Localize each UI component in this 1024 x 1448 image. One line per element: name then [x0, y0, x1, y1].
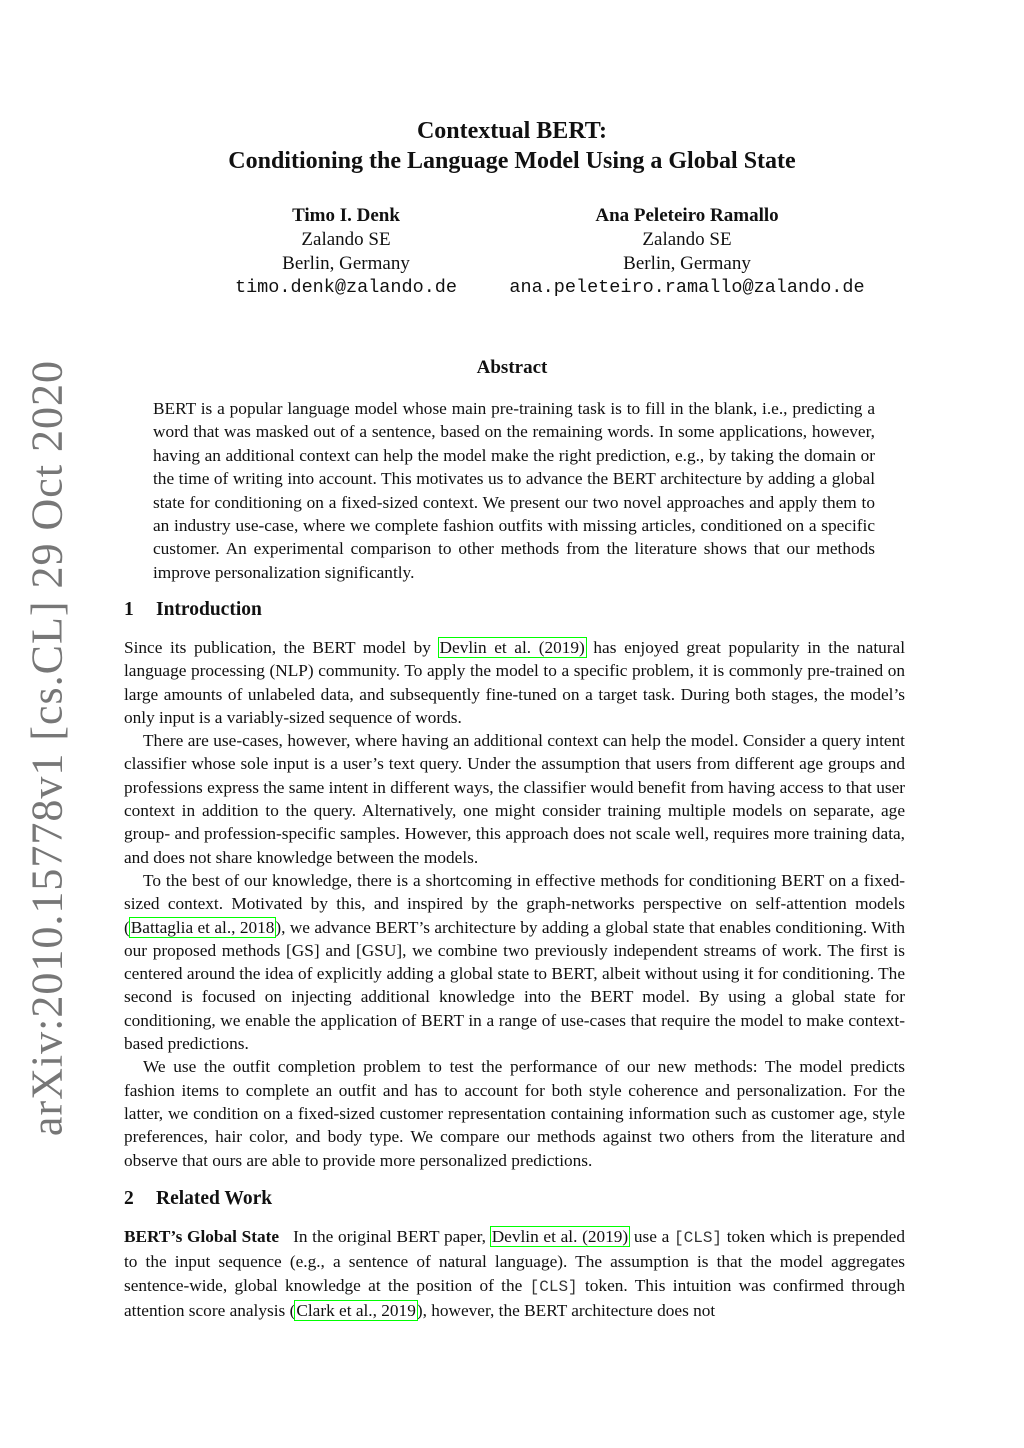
author-affiliation: Zalando SE: [301, 229, 391, 250]
title-line-2: Conditioning the Language Model Using a Global State: [228, 148, 796, 174]
citation-link[interactable]: Clark et al., 2019: [296, 1300, 416, 1320]
section-number: 2: [124, 1188, 134, 1209]
section-heading-introduction: [124, 599, 262, 621]
author-affiliation: Zalando SE: [642, 229, 732, 250]
author-location: Berlin, Germany: [623, 253, 751, 274]
paragraph: We use the outfit completion problem to test the performance of our new methods: The model predicts fashion items to complete an outfit and has to account for both style coherence and personalization. For the latter, we condition on a fixed-sized customer representation containing information such as customer age, style preferences, hair color, and body type. We compare our methods against two others from the literature and observe that ours are able to provide more personalized predictions.: [124, 1057, 905, 1170]
citation-link[interactable]: Battaglia et al., 2018: [130, 917, 275, 937]
paragraph: [124, 1225, 905, 1322]
citation-link[interactable]: Devlin et al. (2019): [491, 1227, 629, 1246]
paragraph-title: BERT’s Global State: [124, 1227, 280, 1246]
section-number: 1: [124, 599, 134, 620]
paragraph: [124, 636, 905, 729]
author-location: Berlin, Germany: [282, 253, 410, 274]
section-title: Related Work: [156, 1188, 273, 1209]
paragraph: [124, 869, 905, 1055]
text-run: token which is prepended to the input sequence (e.g., a sentence of natural language). The assumption is that the model aggregates sentence-wide, global knowledge at the position of the: [124, 1227, 905, 1295]
author-email: timo.denk@zalando.de: [234, 277, 458, 298]
citation-link[interactable]: Devlin et al. (2019): [439, 638, 585, 657]
author-block-2: [488, 204, 886, 300]
text-run: token. This intuition was confirmed through attention score analysis (: [124, 1275, 906, 1320]
author-name: Ana Peleteiro Ramallo: [595, 205, 779, 226]
text-run: has enjoyed great popularity in the natural language processing (NLP) community. To apply the model to a specific problem, it is commonly pre-trained on large amounts of unlabeled data, and subsequently fine-tuned on a target task. During both stages, the model’s only input is a variably-sized sequence of words.: [124, 638, 905, 727]
introduction-body: [124, 636, 905, 1172]
section-heading-related-work: [124, 1188, 272, 1210]
cls-token: [CLS]: [529, 1277, 578, 1296]
section-title: Introduction: [156, 599, 262, 620]
paper-title: [0, 116, 1024, 176]
text-run: In the original BERT paper,: [293, 1227, 491, 1246]
author-name: Timo I. Denk: [292, 205, 400, 226]
text-run: To the best of our knowledge, there is a shortcoming in effective methods for conditioning BERT on a fixed-sized context. Motivated by this, and inspired by the graph-networks perspective on self-attention models (: [124, 870, 905, 937]
abstract-heading: Abstract: [476, 357, 548, 378]
arxiv-stamp: arXiv:2010.15778v1 [cs.CL] 29 Oct 2020: [22, 359, 72, 1137]
author-block-1: [215, 204, 477, 300]
paragraph: There are use-cases, however, where having an additional context can help the model. Consider a query intent classifier whose sole input is a user’s text query. Under the assumption that users from different age groups and professions express the same intent in different ways, the classifier would benefit from having access to that user context in addition to the query. Alternatively, one might consider training multiple models on separate, age group- and profession-specific samples. However, this approach does not scale well, requires more training data, and does not share knowledge between the models.: [124, 731, 905, 867]
title-line-1: Contextual BERT:: [416, 118, 608, 144]
text-run: use a: [629, 1227, 675, 1246]
cls-token: [CLS]: [674, 1229, 723, 1247]
author-email: ana.peleteiro.ramallo@zalando.de: [509, 277, 865, 298]
text-run: ), however, the BERT architecture does not: [416, 1300, 716, 1320]
abstract-text: BERT is a popular language model whose main pre-training task is to fill in the blank, i.e., predicting a word that was masked out of a sentence, based on the remaining words. In some applications, however, having an additional context can help the model make the right prediction, e.g., by taking the domain or the time of writing into account. This motivates us to advance the BERT architecture by adding a global state for conditioning on a fixed-sized context. We present our two novel approaches and apply them to an industry use-case, where we complete fashion outfits with missing articles, conditioned on a specific customer. An experimental comparison to other methods from the literature shows that our methods improve personalization significantly.: [153, 399, 875, 582]
related-work-body: [124, 1225, 905, 1322]
text-run: ), we advance BERT’s architecture by adding a global state that enables conditioning. With our proposed methods [GS] and [GSU], we combine two previously independent streams of work. The first is centered around the idea of explicitly adding a global state to BERT, albeit without using it for conditioning. The second is focused on injecting additional knowledge into the BERT model. By using a global state for conditioning, we enable the application of BERT in a range of use-cases that require the model to make context-based predictions.: [124, 917, 905, 1054]
text-run: Since its publication, the BERT model by: [124, 638, 439, 657]
